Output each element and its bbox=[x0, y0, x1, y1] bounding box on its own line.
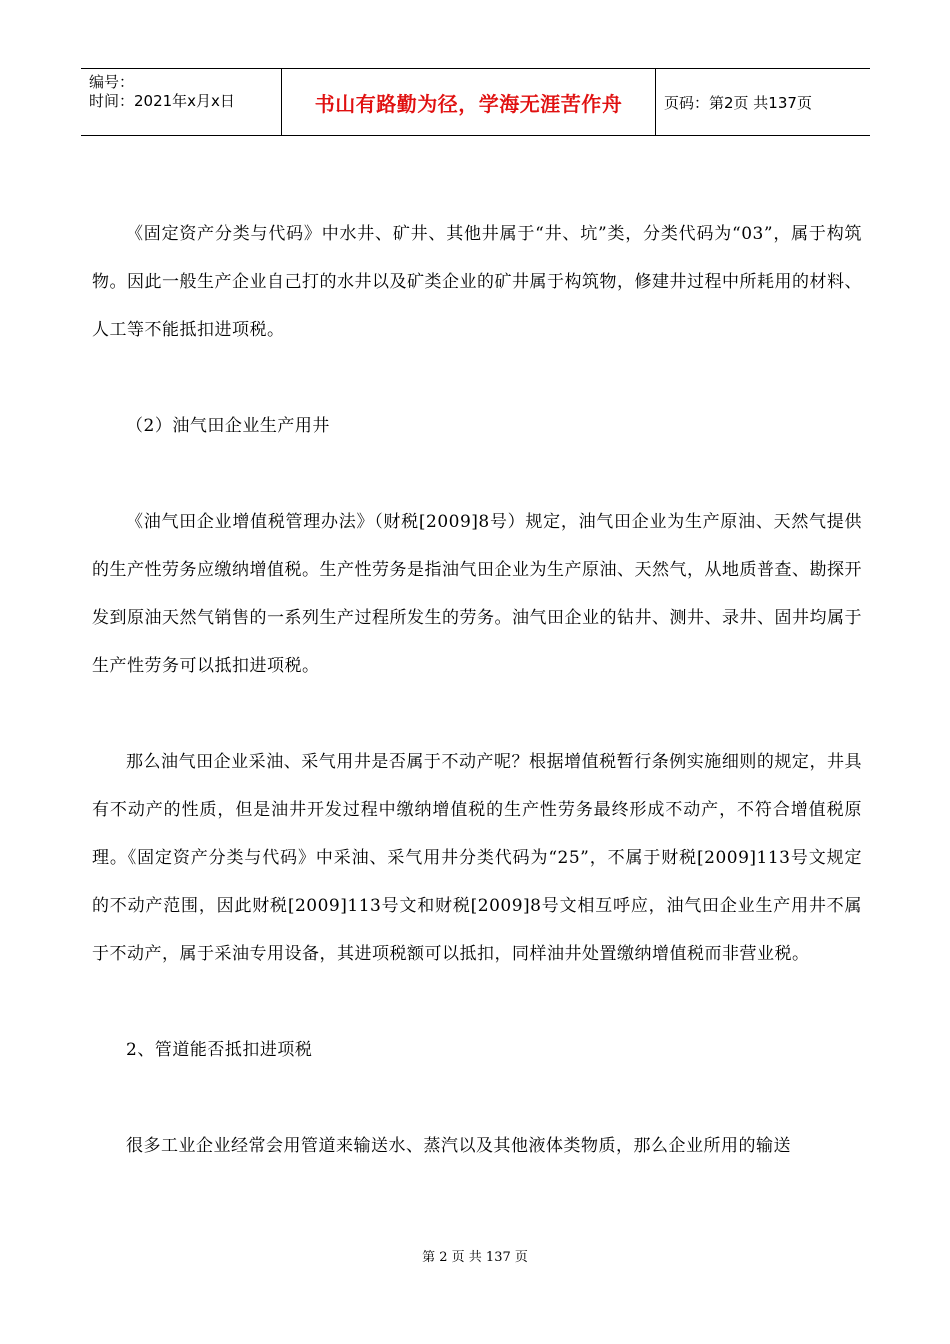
date-label: 时间：2021年x月x日 bbox=[89, 92, 235, 110]
paragraph-2: 《油气田企业增值税管理办法》（财税[2009]8号）规定，油气田企业为生产原油、天然气提供的生产性劳务应缴纳增值税。生产性劳务是指油气田企业为生产原油、天然气，从地质普查、勘探开发到原油天然气销售的一系列生产过程所发生的劳务。油气田企业的钻井、测井、录井、固井均属于生产性劳务可以抵扣进项税。 bbox=[92, 512, 862, 676]
page-header bbox=[81, 68, 870, 136]
page-info: 页码：第2页 共137页 bbox=[664, 93, 812, 112]
header-meta-cell bbox=[81, 69, 281, 135]
paragraph-4: 很多工业企业经常会用管道来输送水、蒸汽以及其他液体类物质，那么企业所用的输送 bbox=[126, 1136, 791, 1156]
paragraph-3: 那么油气田企业采油、采气用井是否属于不动产呢？根据增值税暂行条例实施细则的规定，井具有不动产的性质，但是油井开发过程中缴纳增值税的生产性劳务最终形成不动产，不符合增值税原理。《固定资产分类与代码》中采油、采气用井分类代码为“25”，不属于财税[2009]113号文规定的不动产范围，因此财税[2009]113号文和财税[2009]8号文相互呼应，油气田企业生产用井不属于不动产，属于采油专用设备，其进项税额可以抵扣，同样油井处置缴纳增值税而非营业税。 bbox=[92, 752, 862, 964]
section-heading-pipelines: 2、管道能否抵扣进项税 bbox=[126, 1040, 313, 1060]
motto-text: 书山有路勤为径，学海无涯苦作舟 bbox=[314, 91, 623, 116]
section-heading-oilfield-wells: （2）油气田企业生产用井 bbox=[126, 416, 330, 436]
header-motto-cell bbox=[281, 69, 656, 135]
paragraph-1: 《固定资产分类与代码》中水井、矿井、其他井属于“井、坑”类，分类代码为“03”，属于构筑物。因此一般生产企业自己打的水井以及矿类企业的矿井属于构筑物，修建井过程中所耗用的材料、人工等不能抵扣进项税。 bbox=[92, 224, 862, 340]
header-page-cell bbox=[656, 69, 870, 135]
page-footer: 第 2 页 共 137 页 bbox=[422, 1250, 528, 1265]
document-body bbox=[92, 210, 862, 1218]
serial-label: 编号： bbox=[89, 73, 135, 91]
